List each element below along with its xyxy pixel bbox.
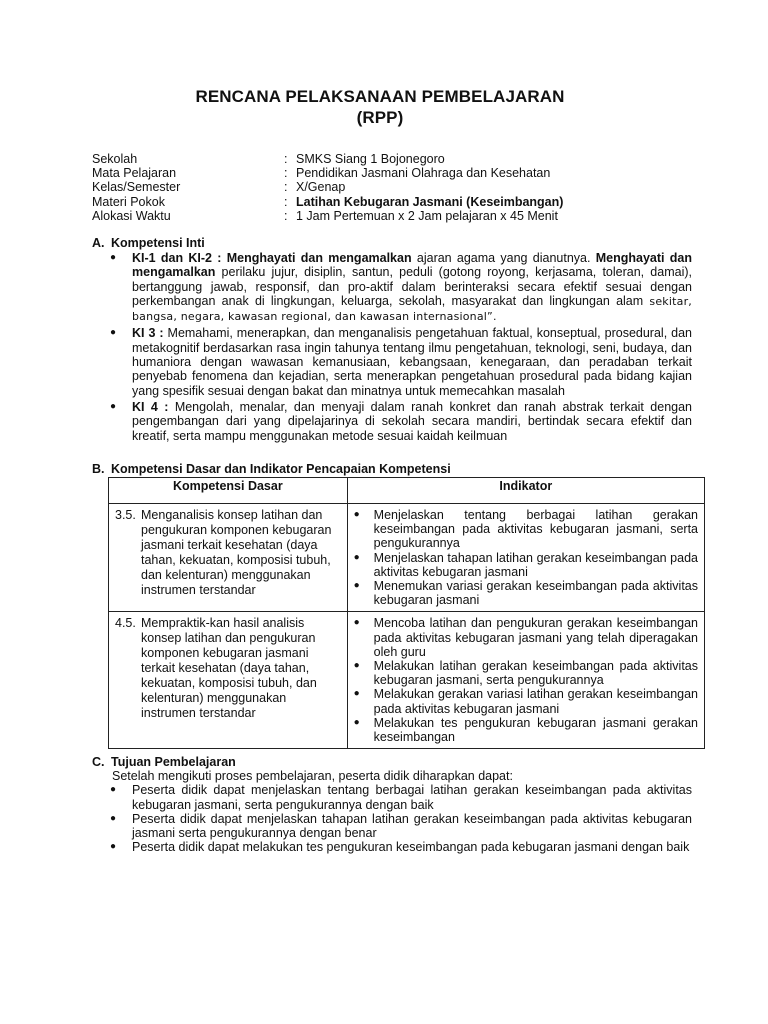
indikator-text: Melakukan tes pengukuran kebugaran jasmani gerakan keseimbangan [373, 715, 698, 745]
indikator-text: Menemukan variasi gerakan keseimbangan pada aktivitas kebugaran jasmani [373, 579, 698, 608]
tujuan-item [92, 840, 692, 854]
section-tujuan [92, 755, 692, 855]
info-label: Alokasi Waktu [92, 208, 171, 223]
info-colon: : [284, 152, 288, 166]
section-a-heading: A. Kompetensi Inti [92, 236, 205, 250]
indikator-text: Menjelaskan tentang berbagai latihan gerakan keseimbangan pada aktivitas kebugaran jasmani, serta pengukurannya [373, 508, 698, 551]
info-value: 1 Jam Pertemuan x 2 Jam pelajaran x 45 Menit [296, 208, 558, 223]
info-colon: : [284, 166, 288, 181]
kd-cell [109, 612, 348, 749]
bullet-icon: ● [353, 580, 360, 592]
bullet-icon: ● [353, 509, 360, 520]
indikator-item [352, 716, 698, 744]
indikator-text: Mencoba latihan dan pengukuran gerakan keseimbangan pada aktivitas kebugaran jasmani yang telah diperagakan oleh guru [373, 616, 698, 659]
bullet-icon: ● [353, 660, 360, 672]
tujuan-item [92, 783, 692, 812]
info-label: Sekolah [92, 152, 138, 166]
bullet-icon: ● [353, 688, 360, 700]
tujuan-text: Peserta didik dapat melakukan tes pengukuran keseimbangan pada kebugaran jasmani dengan baik [132, 840, 690, 855]
document-title [92, 86, 668, 128]
kd-text: Menganalisis konsep latihan dan pengukuran komponen kebugaran jasmani terkait kesehatan (daya tahan, kekuatan, komposisi tubuh, dan kelenturan) menggunakan instrumen terstandar [141, 508, 332, 597]
tujuan-text: Peserta didik dapat menjelaskan tentang berbagai latihan gerakan keseimbangan pada aktivitas kebugaran jasmani, serta pengukurannya dengan baik [132, 783, 692, 812]
info-value: Pendidikan Jasmani Olahraga dan Kesehatan [296, 166, 551, 181]
kompetensi-table [108, 477, 705, 749]
bullet-icon: ● [110, 841, 117, 853]
info-label: Mata Pelajaran [92, 166, 177, 181]
tujuan-text: Peserta didik dapat menjelaskan tahapan latihan gerakan keseimbangan pada aktivitas kebugaran jasmani serta pengukurannya dengan benar [132, 811, 692, 841]
bullet-icon: ● [353, 551, 360, 563]
ki-4-item: ● KI 4 : Mengolah, menalar, dan menyaji dalam ranah konkret dan ranah abstrak terkait dengan pengembangan dari yang dipelajarinya di sekolah secara mandiri, bertindak secara efektif dan kreatif, serta mampu menggunakan metode sesuai kaidah keilmuan [110, 399, 693, 443]
indikator-item [352, 659, 698, 687]
info-value: Latihan Kebugaran Jasmani (Keseimbangan) [296, 194, 564, 209]
info-row [92, 180, 692, 194]
indikator-item [352, 551, 698, 579]
info-colon: : [284, 194, 288, 209]
indikator-text: Melakukan latihan gerakan keseimbangan pada aktivitas kebugaran jasmani, serta pengukurannya [373, 659, 698, 688]
tujuan-item [92, 812, 692, 841]
info-label: Materi Pokok [92, 194, 165, 209]
bullet-icon: ● [353, 716, 360, 728]
identity-table [92, 152, 692, 223]
info-row [92, 166, 692, 180]
section-c-heading: C. Tujuan Pembelajaran [92, 755, 236, 769]
info-colon: : [284, 180, 288, 195]
indikator-text: Melakukan gerakan variasi latihan gerakan keseimbangan pada aktivitas kebugaran jasmani [373, 687, 698, 716]
info-value: SMKS Siang 1 Bojonegoro [296, 152, 445, 166]
kd-number: 4.5. [115, 616, 136, 631]
bullet-icon: ● [110, 400, 117, 412]
indikator-text: Menjelaskan tahapan latihan gerakan keseimbangan pada aktivitas kebugaran jasmani [373, 550, 698, 579]
info-colon: : [284, 208, 288, 223]
info-row [92, 209, 692, 223]
indikator-item [352, 508, 698, 551]
section-b-heading: B. Kompetensi Dasar dan Indikator Pencapaian Kompetensi [92, 462, 451, 476]
title-line-1: RENCANA PELAKSANAAN PEMBELAJARAN [195, 87, 565, 106]
ki-1-2-item: ● KI-1 dan KI-2 : Menghayati dan mengamalkan ajaran agama yang dianutnya. Menghayati dan mengamalkan perilaku jujur, disiplin, santun, peduli (gotong royong, kerjasama, toleran, damai), bertanggung jawab, responsif, dan pro-aktif dalam berinteraksi secara efektif sesuai dengan perkembangan anak di lingkungan, keluarga, sekolah, masyarakat dan lingkungan alam sekitar, bangsa, negara, kawasan regional, dan kawasan internasional”. [110, 251, 692, 324]
kd-text: Mempraktik-kan hasil analisis konsep latihan dan pengukuran komponen kebugaran jasmani terkait kesehatan (daya tahan, kekuatan, komposisi tubuh, dan kelenturan) menggunakan instrumen terstandar [141, 616, 317, 721]
col-header-indikator: Indikator [347, 478, 704, 504]
kd-cell [109, 504, 348, 612]
bullet-icon: ● [110, 327, 117, 339]
ki-3-item: ● KI 3 : Memahami, menerapkan, dan menganalisis pengetahuan faktual, konseptual, prosedural, dan metakognitif berdasarkan rasa ingin tahunya tentang ilmu pengetahuan, teknologi, seni, budaya, dan humaniora dengan wawasan kemanusiaan, kebangsaan, kenegaraan, dan peradaban terkait penyebab fenomena dan kejadian, serta menerapkan pengetahuan prosedural pada bidang kajian yang spesifik sesuai dengan bakat dan minatnya untuk memecahkan masalah [110, 326, 692, 398]
info-row [92, 195, 692, 209]
info-row [92, 152, 692, 166]
table-row [109, 504, 705, 612]
indikator-cell [347, 612, 704, 749]
indikator-item [352, 579, 698, 607]
section-kompetensi-inti [92, 236, 692, 443]
bullet-icon: ● [110, 784, 117, 796]
table-row [109, 612, 705, 749]
bullet-icon: ● [110, 252, 117, 263]
section-kompetensi-dasar [92, 462, 692, 476]
indikator-item [352, 687, 698, 715]
indikator-cell [347, 504, 704, 612]
info-value: X/Genap [296, 180, 346, 195]
col-header-kd: Kompetensi Dasar [109, 478, 348, 504]
info-label: Kelas/Semester [92, 180, 181, 195]
bullet-icon: ● [110, 812, 117, 824]
bullet-icon: ● [353, 617, 360, 629]
kd-number: 3.5. [115, 508, 136, 522]
tujuan-intro: Setelah mengikuti proses pembelajaran, peserta didik diharapkan dapat: [112, 769, 513, 783]
title-line-2: (RPP) [356, 108, 404, 127]
indikator-item [352, 616, 698, 659]
